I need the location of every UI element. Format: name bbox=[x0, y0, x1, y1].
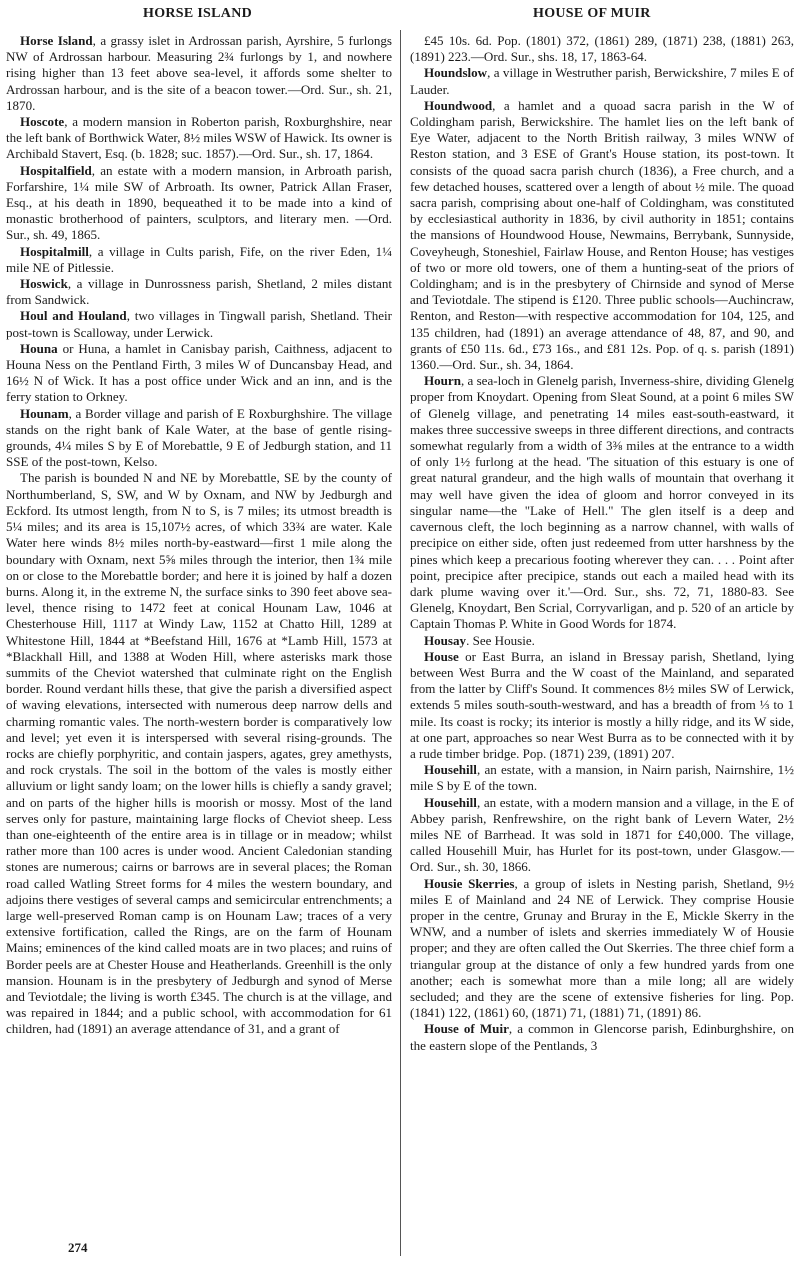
entry-headword: Hoscote bbox=[20, 114, 65, 130]
entry-text: £45 10s. 6d. Pop. (1801) 372, (1861) 289, (1871) 238, (1881) 263, (1891) 223.—Ord. Sur., shs. 18, 17, 1863-64. bbox=[410, 33, 794, 65]
entry-headword: Househill bbox=[424, 762, 477, 778]
entry-text: , an estate with a modern mansion, in Arbroath parish, Forfarshire, 1¼ mile SW of Arbroath. Its owner, Patrick Allan Fraser, Esq., at his death in 1890, bequeathed it to be made into a kind of monastic brotherhood of painters, sculptors, and literary men. —Ord. Sur., sh. 49, 1865. bbox=[6, 162, 392, 243]
entry-text: , a sea-loch in Glenelg parish, Inverness-shire, dividing Glenelg proper from Knoydart. Opening from Sleat Sound, at a point 6 miles SW of Glenelg village, and penetrating 14 miles east-south-eastward, it makes three successive sweeps in three different directions, and contracts somewhat regularly from a width of 3⅜ miles at the entrance to a width of only 1½ furlong at the head. 'The situation of this estuary is one of great natural grandeur, and the high walls of mountain that overhang it may well have given the idea of gloom and horror conveyed in its singular name—the "Lake of Hell." The glen itself is a deep and cavernous cleft, the loch beginning as a narrow channel, with walls of precipice on either side, often just redeemed from utter harshness by the pines which keep a precarious footing wherever they can. . . . Point after point, precipice after precipice, stands out each a mailed head with its dark plume waving over it.'—Ord. Sur., shs. 72, 71, 1880-83. See Glenelg, Knoydart, Ben Scrial, Corryvarligan, and p. 520 of an article by Captain Thomas P. White in Good Words for 1874. bbox=[410, 373, 794, 632]
entry-text: The parish is bounded N and NE by Morebattle, SE by the county of Northumberland, S, SW, and W by Oxnam, and NW by Jedburgh and Eckford. Its utmost length, from N to S, is 7 miles; its utmost breadth is 5¼ miles; and its area is 15,107½ acres, of which 33¾ are water. Kale Water here winds 8½ miles north-by-eastward—first 1 mile along the boundary with Oxnam, next 5⅝ miles through the interior, then 1¾ mile on or close to the Morebattle border; and here it is joined by half a dozen burns. Along it, in the extreme N, the surface sinks to 390 feet above sea-level, thence rising to 1472 feet at conical Hounam Law, 1046 at Chesterhouse Hill, 1117 at Windy Law, 1152 at Chatto Hill, 1289 at Whitestone Hill, 1844 at *Beefstand Hill, 1676 at *Lamb Hill, 1573 at *Blackhall Hill, and 1388 at Woden Hill, where asterisks mark those summits of the Cheviot watershed that culminate right on the English border. Round verdant hills these, that give the parish a diversified aspect of waving elevations, intersected with numerous deep narrow dells and charming romantic vales. The north-western border is comparatively low and level; yet even it is interspersed with several rising-grounds. The rocks are chiefly porphyritic, and contain jaspers, agates, grey amethysts, and rock crystals. The soil in the bottom of the vales is mostly either alluvium or light sandy loam; on the lower hills is chiefly a sandy gravel; and on parts of the higher hills is moorish or mossy. Most of the land serves only for pasture, maintaining large flocks of Cheviot sheep. Less than one-eighteenth of the entire area is in tillage or in meadow; whilst rather more than 100 acres is under wood. Ancient Caledonian standing stones are numerous; cairns or barrows are in several places; the Roman road called Watling Street forms for 4 miles the western boundary, and adjoins there vestiges of several camps and semicircular entrenchments; a large well-preserved Roman camp is on Hounam Law; traces of a very extensive fortification, called the Rings, are on the farm of Hounam Mains; eminences of the kind called moats are in two places; and ruins of Border peels are at Chester House and Heatherlands. Greenhill is the only mansion. Hounam is in the presbytery of Jedburgh and synod of Merse and Teviotdale; the living is worth £345. The church is at the village, and was repaired in 1844; and a public school, with accommodation for 61 children, had (1891) an average attendance of 31, and a grant of bbox=[6, 470, 392, 1037]
entry-text: , a modern mansion in Roberton parish, Roxburghshire, near the left bank of Borthwick Water, 8½ miles WSW of Hawick. Its owner is Archibald Stavert, Esq. (b. 1828; suc. 1857).—Ord. Sur., sh. 17, 1864. bbox=[6, 114, 392, 162]
gazetteer-entry bbox=[6, 406, 392, 471]
entry-headword: Houndwood bbox=[424, 97, 493, 113]
gazetteer-entry bbox=[6, 341, 392, 406]
left-column bbox=[6, 33, 392, 1038]
entry-headword: Housie Skerries bbox=[424, 875, 515, 891]
entry-text: , a village in Cults parish, Fife, on the river Eden, 1¼ mile NE of Pitlessie. bbox=[6, 243, 392, 275]
gazetteer-entry bbox=[6, 163, 392, 244]
entry-text: or East Burra, an island in Bressay parish, Shetland, lying between West Burra and the W coast of the Mainland, and separated from the latter by Cliff's Sound. It commences 8½ miles SW of Lerwick, extends 5 miles south-south-westward, and has a breadth of from ⅓ to 1 mile. Its coast is rocky; its interior is mostly a hilly ridge, and its W side, at one part, approaches so near West Burra as to be connected with it by a rude timber bridge. Pop. (1871) 239, (1891) 207. bbox=[410, 648, 794, 761]
entry-headword: House of Muir bbox=[424, 1021, 509, 1037]
gazetteer-entry bbox=[410, 633, 794, 649]
gazetteer-entry bbox=[410, 33, 794, 65]
gazetteer-entry bbox=[6, 276, 392, 308]
entry-headword: Househill bbox=[424, 794, 477, 810]
entry-text: . See Housie. bbox=[466, 632, 535, 648]
entry-headword: House bbox=[424, 648, 459, 664]
entry-text: , a hamlet and a quoad sacra parish in the W of Coldingham parish, Berwickshire. The hamlet lies on the left bank of Eye Water, adjacent to the North British railway, 3 miles WNW of Reston station, and 3 ESE of Grant's House station, its post-town. It consists of the quoad sacra parish church (1836), a Free church, and a few detached houses, scattered over a length of about ½ mile. The quoad sacra parish, comprising about one-half of Coldingham, was constituted by ecclesiastical authority in 1836, by civil authority in 1851; contains the mansions of Houndwood House, Newmains, Berrybank, Sunnyside, Coveyheugh, Stoneshiel, Fairlaw House, and Renton House; has vestiges of two or more old towers, one of them a hunting-seat of the priors of Coldingham; and is in the presbytery of Chirnside and synod of Merse and Teviotdale. The stipend is £120. Three public schools—Auchincraw, Renton, and Reston—with respective accommodation for 104, 125, and 135 children, had (1891) an average attendance of 48, 87, and 90, and grants of £50 11s. 6d., £73 16s., and £81 12s. Pop. of q. s. parish (1891) 1360.—Ord. Sur., sh. 34, 1864. bbox=[410, 97, 794, 373]
column-divider bbox=[400, 30, 401, 1256]
gazetteer-entry bbox=[410, 1021, 794, 1053]
entry-headword: Horse Island bbox=[20, 33, 93, 48]
entry-text: , a village in Westruther parish, Berwickshire, 7 miles E of Lauder. bbox=[410, 65, 794, 97]
entry-headword: Hourn bbox=[424, 373, 461, 389]
entry-text: , a village in Dunrossness parish, Shetland, 2 miles distant from Sandwick. bbox=[6, 276, 392, 308]
running-head-right: HOUSE OF MUIR bbox=[533, 6, 651, 21]
gazetteer-entry bbox=[6, 470, 392, 1037]
entry-text: , a grassy islet in Ardrossan parish, Ayrshire, 5 furlongs NW of Ardrossan harbour. Measuring 2¾ furlongs by 1, and nowhere rising higher than 13 feet above sea-level, it affords some shelter to Ardrossan harbour, and is the site of a beacon tower.—Ord. Sur., sh. 21, 1870. bbox=[6, 33, 392, 113]
gazetteer-entry bbox=[410, 373, 794, 632]
gazetteer-entry bbox=[6, 308, 392, 340]
gazetteer-entry bbox=[410, 98, 794, 373]
entry-text: , a group of islets in Nesting parish, Shetland, 9½ miles E of Mainland and 24 NE of Lerwick. They comprise Housie proper in the centre, Grunay and Bruray in the E, Mickle Skerry in the WNW, and a number of islets and skerries immediately W of Housie proper; and they are often called the Out Skerries. The three chief form a triangular group at the distance of only a few hundred yards from one another; each is somewhat more than a mile long; all are widely secluded; and they are the scene of extensive fisheries for ling. Pop. (1841) 122, (1861) 60, (1871) 71, (1881) 71, (1891) 86. bbox=[410, 875, 794, 1021]
gazetteer-entry bbox=[6, 114, 392, 163]
entry-headword: Hoswick bbox=[20, 276, 68, 292]
gazetteer-entry bbox=[410, 795, 794, 876]
gazetteer-entry bbox=[410, 762, 794, 794]
entry-text: , two villages in Tingwall parish, Shetland. Their post-town is Scalloway, under Lerwick. bbox=[6, 308, 393, 340]
entry-headword: Houndslow bbox=[424, 65, 488, 81]
gazetteer-entry bbox=[410, 649, 794, 762]
running-head-left: HORSE ISLAND bbox=[143, 6, 253, 21]
entry-headword: Houna bbox=[20, 340, 58, 356]
entry-headword: Houl and Houland bbox=[20, 308, 127, 324]
gazetteer-entry bbox=[6, 244, 392, 276]
entry-headword: Housay bbox=[424, 632, 467, 648]
entry-headword: Hospitalfield bbox=[20, 162, 92, 178]
entry-text: or Huna, a hamlet in Canisbay parish, Caithness, adjacent to Houna Ness on the Pentland Firth, 3 miles W of Duncansbay Head, and 16½ N of Wick. It has a post office under Wick and an inn, and is the ferry station to Orkney. bbox=[6, 340, 392, 405]
gazetteer-entry bbox=[410, 876, 794, 1022]
right-column bbox=[410, 33, 794, 1054]
entry-text: , an estate, with a mansion, in Nairn parish, Nairnshire, 1½ mile S by E of the town. bbox=[410, 762, 794, 794]
entry-text: , a Border village and parish of E Roxburghshire. The village stands on the right bank of Kale Water, at the base of gentle rising-grounds, 4¼ miles S by E of Morebattle, 9 E of Jedburgh station, and 11 SSE of the post-town, Kelso. bbox=[6, 405, 392, 470]
entry-headword: Hospitalmill bbox=[20, 243, 89, 259]
gazetteer-entry bbox=[6, 33, 392, 114]
entry-headword: Hounam bbox=[20, 405, 69, 421]
entry-text: , a common in Glencorse parish, Edinburghshire, on the eastern slope of the Pentlands, 3 bbox=[410, 1021, 794, 1053]
gazetteer-entry bbox=[410, 65, 794, 97]
page-number: 274 bbox=[68, 1240, 88, 1255]
entry-text: , an estate, with a modern mansion and a village, in the E of Abbey parish, Renfrewshire, on the right bank of Levern Water, 2½ miles NE of Barrhead. It was sold in 1871 for £40,000. The village, called Househill Muir, has Hurlet for its post-town, under Glasgow.—Ord. Sur., sh. 30, 1866. bbox=[410, 794, 794, 875]
